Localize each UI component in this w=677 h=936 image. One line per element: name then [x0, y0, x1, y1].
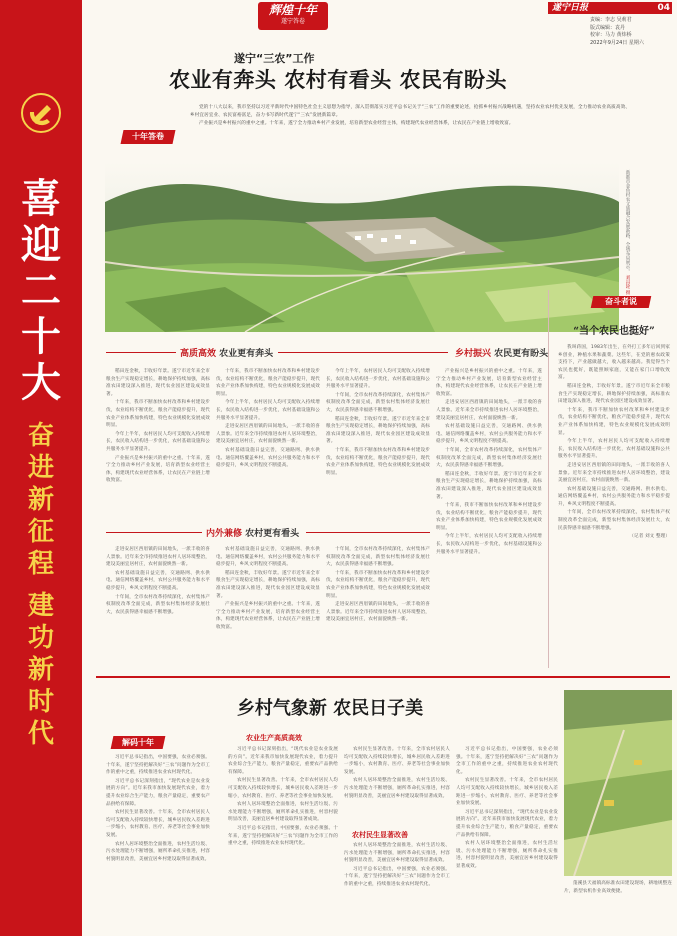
- article1-col-1: [106, 368, 210, 518]
- article1-col-3-text: 今年上半年，农村居民人均可支配收入持续增长，农民收入结构进一步优化，农村基础设施和公共服务水平显著提升。: [326, 369, 430, 390]
- article1-col-4-text-6: 十年来，我市不断加快农村改革和乡村建设步伐，农业结构不断优化，粮食产能稳步提升，现代农业产业体系加快构建，特色农业规模化发展成效明显。: [436, 503, 542, 531]
- article1-col-6-text-2: 稻田连金秋，丰收好年景。遂宁市近年来全市粮食生产实现稳定增长，耕地保护持续加强，高标准农田建设深入推进，现代农业园区建设成效显著。: [216, 570, 320, 599]
- article1-col-3-text-3: 稻田连金秋，丰收好年景。遂宁市近年来全市粮食生产实现稳定增长，耕地保护持续加强，高标准农田建设深入推进，现代农业园区建设成效显著。: [326, 416, 430, 445]
- article1-col-7: [326, 546, 430, 668]
- article1-col-5-text-3: 十年间，全市农村改革持续深化，农村集体产权制度改革全面完成，新型农村集体经济发展壮大，农民获得感幸福感不断增强。: [106, 594, 210, 615]
- article1-col-2-text-3: 走进安居区西眉镇的田间地头，一派丰收的喜人景象。近年来全市持续推进农村人居环境整治，建设美丽宜居村庄，农村面貌焕然一新。: [216, 424, 320, 445]
- sidebar-body-text-2: 稻田连金秋，丰收好年景。遂宁市近年来全市粮食生产实现稳定增长，耕地保护持续加强，高标准农田建设深入推进，现代农业园区建设成效显著。: [558, 383, 670, 405]
- article1-col-2-text: 十年来，我市不断加快农村改革和乡村建设步伐，农业结构不断优化，粮食产能稳步提升，现代农业产业体系加快构建，特色农业规模化发展成效明显。: [216, 369, 320, 397]
- section-divider: [96, 676, 670, 678]
- article1-col-4-text-3: 农村基础设施日益完善，交通路网、供水供电、通信网络覆盖乡村，农村公共服务能力和水平稳步提升，乡风文明程度不断提高。: [436, 424, 542, 445]
- article2-col-5-text-2: 农村民生显著改善。十年来，全市农村居民人均可支配收入持续较快增长，城乡居民收入差距进一步缩小，农村教育、医疗、养老等社会事业加快发展。: [456, 778, 558, 807]
- subhead-3-lead: 内外兼修: [206, 529, 243, 539]
- sidebar-body-text-7: 十年间，全市农村改革持续深化，农村集体产权制度改革全面完成，新型农村集体经济发展壮大，农民获得感幸福感不断增强。: [558, 510, 670, 531]
- article1-col-7-text: 十年间，全市农村改革持续深化，农村集体产权制度改革全面完成，新型农村集体经济发展壮大，农民获得感幸福感不断增强。: [326, 547, 430, 568]
- article2-col-3-text-2: 农村人居环境整治全面推进，农村生活垃圾、污水处理能力不断增强，厕所革命扎实推进，村容村貌明显改善，美丽宜居乡村建设取得显著成效。: [344, 778, 450, 799]
- article2-col-2-text-2: 农村民生显著改善。十年来，全市农村居民人均可支配收入持续较快增长，城乡居民收入差距进一步缩小，农村教育、医疗、养老等社会事业加快发展。: [228, 778, 338, 799]
- article1-col-1-text-4: 产业振兴是乡村振兴的重中之重。十年来，遂宁全力推动乡村产业发展，培育新型农业经营主体，构建现代农业经营体系，让农民在产业链上增收致富。: [106, 455, 210, 484]
- article2-col-5-text: 习近平总书记指出，中国要强，农业必须强。十年来，遂宁坚持把解决好“三农”问题作为全市工作的重中之重，持续推进农业农村现代化。: [456, 747, 558, 775]
- article2-tag-label: 解码十年: [122, 738, 154, 747]
- aerial-farmland-photo: [105, 162, 619, 332]
- article1-col-3: [326, 368, 430, 518]
- article1-col-7-text-2: 十年来，我市不断加快农村改革和乡村建设步伐，农业结构不断优化，粮食产能稳步提升，现代农业产业体系加快构建，特色农业规模化发展成效明显。: [326, 570, 430, 599]
- article2-photo-caption: [564, 880, 672, 930]
- subhead-1: [180, 346, 273, 359]
- article1-col-6: [216, 546, 320, 668]
- subhead-1-rest: 农业更有奔头: [219, 349, 274, 359]
- article1-col-2-text-4: 农村基础设施日益完善，交通路网、供水供电、通信网络覆盖乡村，农村公共服务能力和水平稳步提升，乡风文明程度不断提高。: [216, 447, 320, 469]
- banner-char: 功: [27, 623, 54, 653]
- article1-col-3-text-2: 十年间，全市农村改革持续深化，农村集体产权制度改革全面完成，新型农村集体经济发展壮大，农民获得感幸福感不断增强。: [326, 392, 430, 413]
- article2-col-5-text-4: 农村人居环境整治全面推进，农村生活垃圾、污水处理能力不断增强，厕所革命扎实推进，村容村貌明显改善，美丽宜居乡村建设取得显著成效。: [456, 841, 558, 869]
- sidebar-credit: （记者 刘文 整理）: [629, 534, 670, 540]
- article2-col-1-text-3: 农村民生显著改善。十年来，全市农村居民人均可支配收入持续较快增长，城乡居民收入差距进一步缩小，农村教育、医疗、养老等社会事业加快发展。: [106, 810, 210, 838]
- article1-col-5-text-2: 农村基础设施日益完善，交通路网、供水供电、通信网络覆盖乡村，农村公共服务能力和水平稳步提升，乡风文明程度不断提高。: [106, 570, 210, 591]
- article2-subhead-1: 农业生产高质高效: [246, 734, 302, 742]
- article1-headline: 农业有奔头 农村有看头 农民有盼头: [168, 67, 508, 92]
- article1-col-4-text: 产业振兴是乡村振兴的重中之重。十年来，遂宁全力推动乡村产业发展，培育新型农业经营主体，构建现代农业经营体系，让农民在产业链上增收致富。: [436, 369, 542, 397]
- sidebar-body: [558, 344, 670, 664]
- column-logo-title: 辉煌十年: [268, 3, 317, 17]
- article2-col-2-text-3: 农村人居环境整治全面推进，农村生活垃圾、污水处理能力不断增强，厕所革命扎实推进，村容村貌明显改善，美丽宜居乡村建设取得显著成效。: [228, 802, 338, 823]
- article2-photo-caption-text: 蓬溪县天福镇高标准农田建设现场，耕地规整连片，新型农机作业高效便捷。: [564, 881, 672, 894]
- banner-char: 程: [27, 549, 54, 579]
- banner-char: 大: [21, 359, 61, 406]
- farmland-photo-svg: [564, 690, 672, 876]
- subhead-1-rule-left: [106, 352, 176, 353]
- article1-col-4-text-7: 今年上半年，农村居民人均可支配收入持续增长，农民收入结构进一步优化，农村基础设施和公共服务水平显著提升。: [436, 534, 542, 555]
- article2-col-2-text: 习近平总书记深刻指出，“现代农业是农业发展的方向”。近年来我市加快发展现代农业，着力提升农业综合生产能力，粮食产量稳定，重要农产品供给有保障。: [228, 747, 338, 775]
- article1-lead: [190, 104, 630, 162]
- subhead-3-rule-right: [306, 532, 430, 533]
- article2-col-3-text: 农村民生显著改善。十年来，全市农村居民人均可支配收入持续较快增长，城乡居民收入差距进一步缩小，农村教育、医疗、养老等社会事业加快发展。: [344, 747, 450, 775]
- article2-tag: [111, 736, 166, 749]
- column-logo-sub: 遂宁答卷: [280, 18, 305, 25]
- article1-col-4-text-5: 稻田连金秋，丰收好年景。遂宁市近年来全市粮食生产实现稳定增长，耕地保护持续加强，高标准农田建设深入推进，现代农业园区建设成效显著。: [436, 471, 542, 500]
- article1-lead-text: 党的十八大以来，我市坚持以习近平新时代中国特色社会主义思想为指导，深入贯彻落实习近平总书记关于“三农”工作的重要论述，抢抓乡村振兴战略机遇，坚持农业农村优先发展，全力推动农业高质高效、乡村宜居宜业、农民富裕富足，奋力书写新时代遂宁“三农”发展新篇章。: [190, 105, 630, 118]
- party-emblem-icon: [20, 92, 62, 134]
- article2-col-1-text: 习近平总书记指出，中国要强，农业必须强。十年来，遂宁坚持把解决好“三农”问题作为全市工作的重中之重，持续推进农业农村现代化。: [106, 755, 210, 776]
- column-logo: [258, 2, 328, 30]
- article2-col-4-text: 农村人居环境整治全面推进，农村生活垃圾、污水处理能力不断增强，厕所革命扎实推进，村容村貌明显改善，美丽宜居乡村建设取得显著成效。: [344, 843, 450, 864]
- article1-tag-label: 十年答卷: [132, 132, 164, 141]
- banner-char: 喜: [21, 175, 61, 222]
- article1-lead-text-2: 产业振兴是乡村振兴的重中之重。十年来，遂宁全力推动乡村产业发展，培育新型农业经营主体，构建现代农业经营体系，让农民在产业链上增收致富。: [199, 121, 514, 127]
- proof-line: 校审：马力 黄炜桥: [590, 32, 632, 38]
- article1-col-4-text-4: 十年间，全市农村改革持续深化，农村集体产权制度改革全面完成，新型农村集体经济发展壮大，农民获得感幸福感不断增强。: [436, 447, 542, 469]
- article1-kicker: 遂宁“三农”工作: [234, 52, 315, 65]
- paper-masthead: [548, 2, 672, 14]
- subhead-2: [455, 346, 548, 359]
- banner-char: 征: [27, 517, 54, 547]
- sidebar-body-text-6: 农村基础设施日益完善，交通路网、供水供电、通信网络覆盖乡村，农村公共服务能力和水平稳步提升，乡风文明程度不断提高。: [558, 486, 670, 507]
- date-line: 2022年9月24日 星期六: [590, 39, 644, 46]
- editor-line: 责编：李志 吴莉君: [590, 17, 632, 23]
- article1-col-7-text-3: 走进安居区西眉镇的田间地头，一派丰收的喜人景象。近年来全市持续推进农村人居环境整治，建设美丽宜居村庄，农村面貌焕然一新。: [326, 602, 430, 623]
- article1-col-5: [106, 546, 210, 668]
- sidebar-tag-label: 奋斗者说: [605, 297, 637, 306]
- article1-col-6-text-3: 产业振兴是乡村振兴的重中之重。十年来，遂宁全力推动乡村产业发展，培育新型农业经营主体，构建现代农业经营体系，让农民在产业链上增收致富。: [216, 602, 320, 630]
- article2-col-4-text-2: 习近平总书记指出，中国要强，农业必须强。十年来，遂宁坚持把解决好“三农”问题作为全市工作的重中之重，持续推进农业农村现代化。: [344, 866, 450, 887]
- banner-char: 建: [27, 591, 54, 621]
- banner-text-mid: [0, 420, 82, 580]
- subhead-3: [206, 526, 299, 539]
- sidebar-body-text: 我叫蒋国，1983年出生，在外打工多年后回到家乡创业，种植水果和蔬菜。这些年，在党的惠农政策支持下，产业越做越大，收入越来越高。我觉得当个农民也挺好，既能照顾家庭，又能在家门口增收致富。: [558, 345, 670, 381]
- banner-text-bottom: [0, 590, 82, 750]
- banner-char: 奋: [27, 421, 54, 451]
- sidebar-title: “当个农民也挺好”: [573, 326, 655, 337]
- subhead-2-rest: 农民更有盼头: [494, 349, 549, 359]
- photo-credit: 刘昌轮 摄: [625, 274, 630, 295]
- article1-col-1-text: 稻田连金秋，丰收好年景。遂宁市近年来全市粮食生产实现稳定增长，耕地保护持续加强，高标准农田建设深入推进，现代农业园区建设成效显著。: [106, 369, 210, 397]
- article1-col-1-text-2: 十年来，我市不断加快农村改革和乡村建设步伐，农业结构不断优化，粮食产能稳步提升，现代农业产业体系加快构建，特色农业规模化发展成效明显。: [106, 400, 210, 429]
- banner-char: 十: [21, 313, 61, 360]
- sidebar-tag: [591, 296, 652, 308]
- article2-col-1: [106, 754, 210, 930]
- sidebar-body-text-4: 今年上半年，农村居民人均可支配收入持续增长，农民收入结构进一步优化，农村基础设施和公共服务水平显著提升。: [558, 439, 670, 460]
- sidebar-body-text-3: 十年来，我市不断加快农村改革和乡村建设步伐，农业结构不断优化，粮食产能稳步提升，现代农业产业体系加快构建，特色农业规模化发展成效明显。: [558, 407, 670, 436]
- banner-char: 新: [27, 485, 54, 515]
- article2-col-4: [344, 842, 450, 930]
- article1-col-1-text-3: 今年上半年，农村居民人均可支配收入持续增长，农民收入结构进一步优化，农村基础设施和公共服务水平显著提升。: [106, 431, 210, 452]
- subhead-3-rule-left: [106, 532, 202, 533]
- banner-char: 进: [27, 453, 54, 483]
- banner-char: 迎: [21, 221, 61, 268]
- banner-char: 代: [27, 719, 54, 749]
- article2-col-5: [456, 746, 558, 930]
- banner-text-top: [0, 176, 82, 406]
- article1-col-2: [216, 368, 320, 518]
- paper-name: 遂宁日报: [552, 3, 589, 13]
- article2-headline: 乡村气象新 农民日子美: [236, 698, 424, 719]
- article1-col-4-text-2: 走进安居区西眉镇的田间地头，一派丰收的喜人景象。近年来全市持续推进农村人居环境整治，建设美丽宜居村庄，农村面貌焕然一新。: [436, 400, 542, 421]
- photo-caption-text: 新都市金鱼村农文旅融合发展新路，全域布局展示。: [625, 170, 630, 274]
- article2-col-1-text-2: 习近平总书记深刻指出，“现代农业是农业发展的方向”。近年来我市加快发展现代农业，着力提升农业综合生产能力，粮食产量稳定，重要农产品供给有保障。: [106, 778, 210, 807]
- article1-col-5-text: 走进安居区西眉镇的田间地头，一派丰收的喜人景象。近年来全市持续推进农村人居环境整治，建设美丽宜居村庄，农村面貌焕然一新。: [106, 547, 210, 568]
- article1-col-3-text-4: 十年来，我市不断加快农村改革和乡村建设步伐，农业结构不断优化，粮食产能稳步提升，现代农业产业体系加快构建，特色农业规模化发展成效明显。: [326, 447, 430, 476]
- page-number: 04: [657, 3, 670, 13]
- subhead-1-rule-right: [278, 352, 448, 353]
- sidebar-body-text-5: 走进安居区西眉镇的田间地头，一派丰收的喜人景象。近年来全市持续推进农村人居环境整治，建设美丽宜居村庄，农村面貌焕然一新。: [558, 462, 670, 484]
- article2-subhead-2: 农村民生显著改善: [352, 831, 408, 839]
- article1-col-4: [436, 368, 542, 668]
- article2-col-5-text-3: 习近平总书记深刻指出，“现代农业是农业发展的方向”。近年来我市加快发展现代农业，着力提升农业综合生产能力，粮食产量稳定，重要农产品供给有保障。: [456, 809, 558, 838]
- left-banner: [0, 0, 82, 936]
- banner-char: 新: [27, 655, 54, 685]
- article2-col-2: [228, 746, 338, 930]
- edition-credits: [590, 17, 644, 47]
- banner-char: 二: [21, 267, 61, 314]
- article2-col-2-text-4: 习近平总书记指出，中国要强，农业必须强。十年来，遂宁坚持把解决好“三农”问题作为全市工作的重中之重，持续推进农业农村现代化。: [228, 825, 338, 847]
- designer-line: 版式编辑：袁丹: [590, 24, 626, 31]
- subhead-3-rest: 农村更有看头: [245, 529, 300, 539]
- farmland-construction-photo: [564, 690, 672, 876]
- article1-tag: [121, 130, 176, 144]
- subhead-2-lead: 乡村振兴: [455, 349, 492, 359]
- aerial-photo-svg: [105, 162, 619, 332]
- article2-col-1-text-4: 农村人居环境整治全面推进，农村生活垃圾、污水处理能力不断增强，厕所革命扎实推进，村容村貌明显改善，美丽宜居乡村建设取得显著成效。: [106, 841, 210, 862]
- article2-col-3: [344, 746, 450, 826]
- subhead-1-lead: 高质高效: [180, 349, 217, 359]
- article1-col-2-text-2: 今年上半年，农村居民人均可支配收入持续增长，农民收入结构进一步优化，农村基础设施和公共服务水平显著提升。: [216, 400, 320, 421]
- banner-char: 时: [27, 687, 54, 717]
- article1-col-6-text: 农村基础设施日益完善，交通路网、供水供电、通信网络覆盖乡村，农村公共服务能力和水平稳步提升，乡风文明程度不断提高。: [216, 547, 320, 568]
